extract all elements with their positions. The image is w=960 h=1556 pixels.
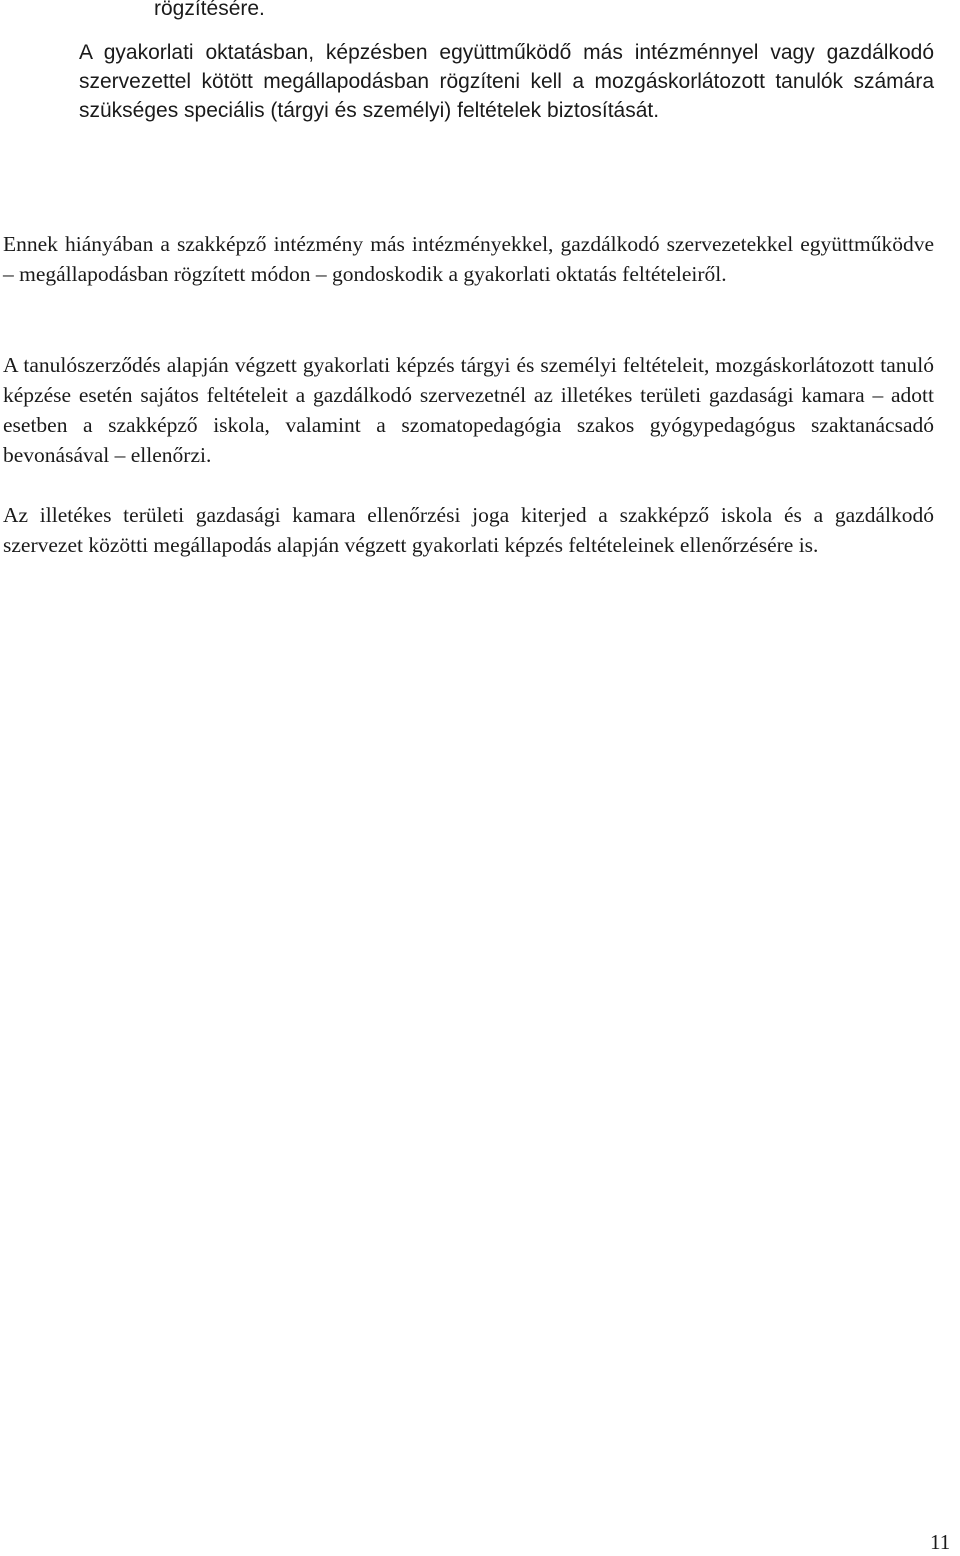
paragraph-cooperation-agreement: A gyakorlati oktatásban, képzésben együttműködő más intézménnyel vagy gazdálkodó szervezettel kötött megállapodásban rögzíteni kell a mozgáskorlátozott tanulók számára szükséges speciális (tárgyi és személyi) feltételek biztosítását. (79, 41, 934, 122)
paragraph-chamber-inspection: Az illetékes területi gazdasági kamara ellenőrzési joga kiterjed a szakképző iskola és a gazdálkodó szervezet közötti megállapodás alapján végzett gyakorlati képzés feltételeinek ellenőrzésére is. (3, 503, 934, 557)
page-number: 11 (930, 1530, 951, 1554)
paragraph-lack-of-conditions: Ennek hiányában a szakképző intézmény más intézményekkel, gazdálkodó szervezetekkel együttműködve – megállapodásban rögzített módon – gondoskodik a gyakorlati oktatás feltételeiről. (3, 232, 934, 286)
paragraph-student-contract: A tanulószerződés alapján végzett gyakorlati képzés tárgyi és személyi feltételeit, mozgáskorlátozott tanuló képzése esetén sajátos feltételeit a gazdálkodó szervezetnél az illetékes területi gazdasági kamara – adott esetben a szakképző iskola, valamint a szomatopedagógia szakos gyógypedagógus szaktanácsadó bevonásával – ellenőrzi. (3, 353, 934, 467)
continuation-text: rögzítésére. (154, 0, 265, 20)
